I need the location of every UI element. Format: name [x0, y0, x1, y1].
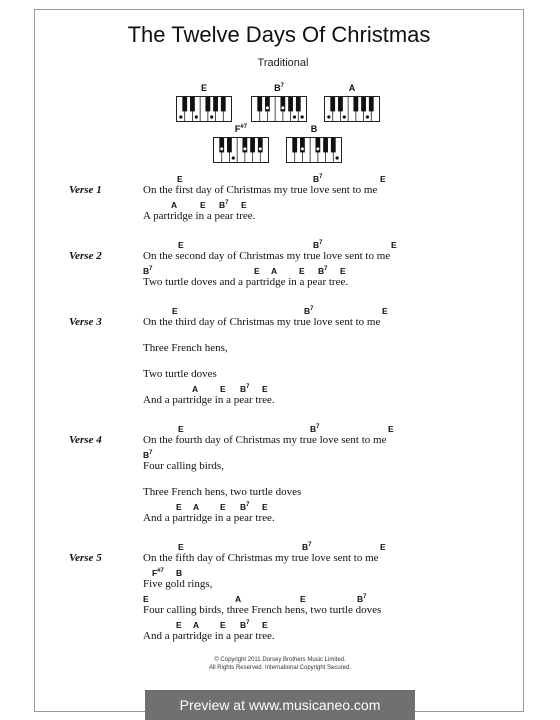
chord-symbol: E	[262, 502, 268, 512]
lyric-line: Two turtle doves and a partridge in a pear tree.	[143, 276, 349, 288]
chord-symbol: E	[388, 424, 394, 434]
chord-symbol: $B^7$	[310, 424, 320, 434]
chord-diagram-name: E	[200, 83, 207, 93]
chord-symbol: E	[220, 384, 226, 394]
chord-symbol: E	[254, 266, 260, 276]
chord-symbol: E	[382, 306, 388, 316]
chord-symbol: A	[171, 200, 178, 210]
lyric-line: On the first day of Christmas my true love sent to me	[143, 184, 378, 196]
song-subtitle: Traditional	[257, 57, 309, 69]
copyright-line: All Rights Reserved. International Copyright Secured.	[208, 665, 352, 671]
chord-symbol: E	[299, 266, 305, 276]
lyric-line: On the fourth day of Christmas my true love sent to me	[143, 434, 387, 446]
keyboard-icon	[251, 96, 307, 122]
verse-label: Verse 1	[69, 184, 102, 196]
chord-symbol: E	[200, 200, 206, 210]
lyric-line: And a partridge in a pear tree.	[143, 512, 275, 524]
chord-symbol: $B^7$	[240, 502, 250, 512]
chord-symbol: E	[178, 542, 184, 552]
chord-symbol: $B^7$	[240, 384, 250, 394]
lyric-line: And a partridge in a pear tree.	[143, 630, 275, 642]
chord-diagram-name: B	[310, 124, 318, 134]
chord-symbol: E	[300, 594, 306, 604]
lyric-line: Five gold rings,	[143, 578, 213, 590]
chord-symbol: $B^7$	[313, 240, 323, 250]
lyric-line: Four calling birds, three French hens, two turtle doves	[143, 604, 382, 616]
chord-symbol: A	[193, 620, 200, 630]
chord-symbol: E	[380, 542, 386, 552]
lyric-line: A partridge in a pear tree.	[143, 210, 256, 222]
chord-symbol: E	[178, 424, 184, 434]
chord-diagram-name: A	[348, 83, 356, 93]
lyric-line: On the third day of Christmas my true love sent to me	[143, 316, 381, 328]
lyric-line: On the fifth day of Christmas my true love sent to me	[143, 552, 379, 564]
chord-symbol: $F^{\#7}$	[152, 568, 164, 578]
chord-symbol: E	[178, 240, 184, 250]
chord-symbol: B	[176, 568, 183, 578]
lyric-line: Four calling birds,	[143, 460, 224, 472]
keyboard-icon	[176, 96, 232, 122]
lyric-line: On the second day of Christmas my true love sent to me	[143, 250, 391, 262]
keyboard-icon	[324, 96, 380, 122]
verse-label: Verse 2	[69, 250, 102, 262]
chord-symbol: $B^7$	[143, 450, 153, 460]
chord-symbol: E	[241, 200, 247, 210]
chord-symbol: E	[380, 174, 386, 184]
verse-label: Verse 4	[69, 434, 102, 446]
chord-symbol: E	[176, 502, 182, 512]
chord-symbol: E	[177, 174, 183, 184]
chord-symbol: E	[391, 240, 397, 250]
keyboard-icon	[286, 137, 342, 163]
keyboard-icon	[213, 137, 269, 163]
lyric-line: Three French hens,	[143, 342, 228, 354]
chord-symbol: $B^7$	[318, 266, 328, 276]
copyright-notice	[0, 656, 560, 672]
verse-label: Verse 5	[69, 552, 102, 564]
preview-banner-link[interactable]: Preview at www.musicaneo.com	[145, 690, 415, 720]
lyric-line: And a partridge in a pear tree.	[143, 394, 275, 406]
lyric-line: Three French hens, two turtle doves	[143, 486, 302, 498]
chord-symbol: E	[143, 594, 149, 604]
chord-symbol: E	[220, 620, 226, 630]
chord-symbol: A	[271, 266, 278, 276]
lyric-line: Two turtle doves	[143, 368, 217, 380]
chord-symbol: A	[193, 502, 200, 512]
chord-symbol: $B^7$	[313, 174, 323, 184]
chord-symbol: $B^7$	[219, 200, 229, 210]
chord-symbol: $B^7$	[240, 620, 250, 630]
chord-symbol: E	[220, 502, 226, 512]
chord-diagram-name: $F^{\#7}$	[234, 124, 248, 134]
chord-symbol: A	[192, 384, 199, 394]
verse-label: Verse 3	[69, 316, 102, 328]
chord-symbol: $B^7$	[357, 594, 367, 604]
chord-symbol: $B^7$	[143, 266, 153, 276]
chord-symbol: $B^7$	[302, 542, 312, 552]
chord-symbol: E	[172, 306, 178, 316]
chord-symbol: E	[176, 620, 182, 630]
song-title: The Twelve Days Of Christmas	[127, 22, 431, 47]
chord-diagram-name: $B^7$	[274, 83, 284, 93]
chord-symbol: A	[235, 594, 242, 604]
copyright-line: © Copyright 2011 Dorsey Brothers Music Limited.	[214, 657, 346, 663]
chord-symbol: E	[340, 266, 346, 276]
chord-symbol: $B^7$	[304, 306, 314, 316]
chord-symbol: E	[262, 384, 268, 394]
chord-symbol: E	[262, 620, 268, 630]
